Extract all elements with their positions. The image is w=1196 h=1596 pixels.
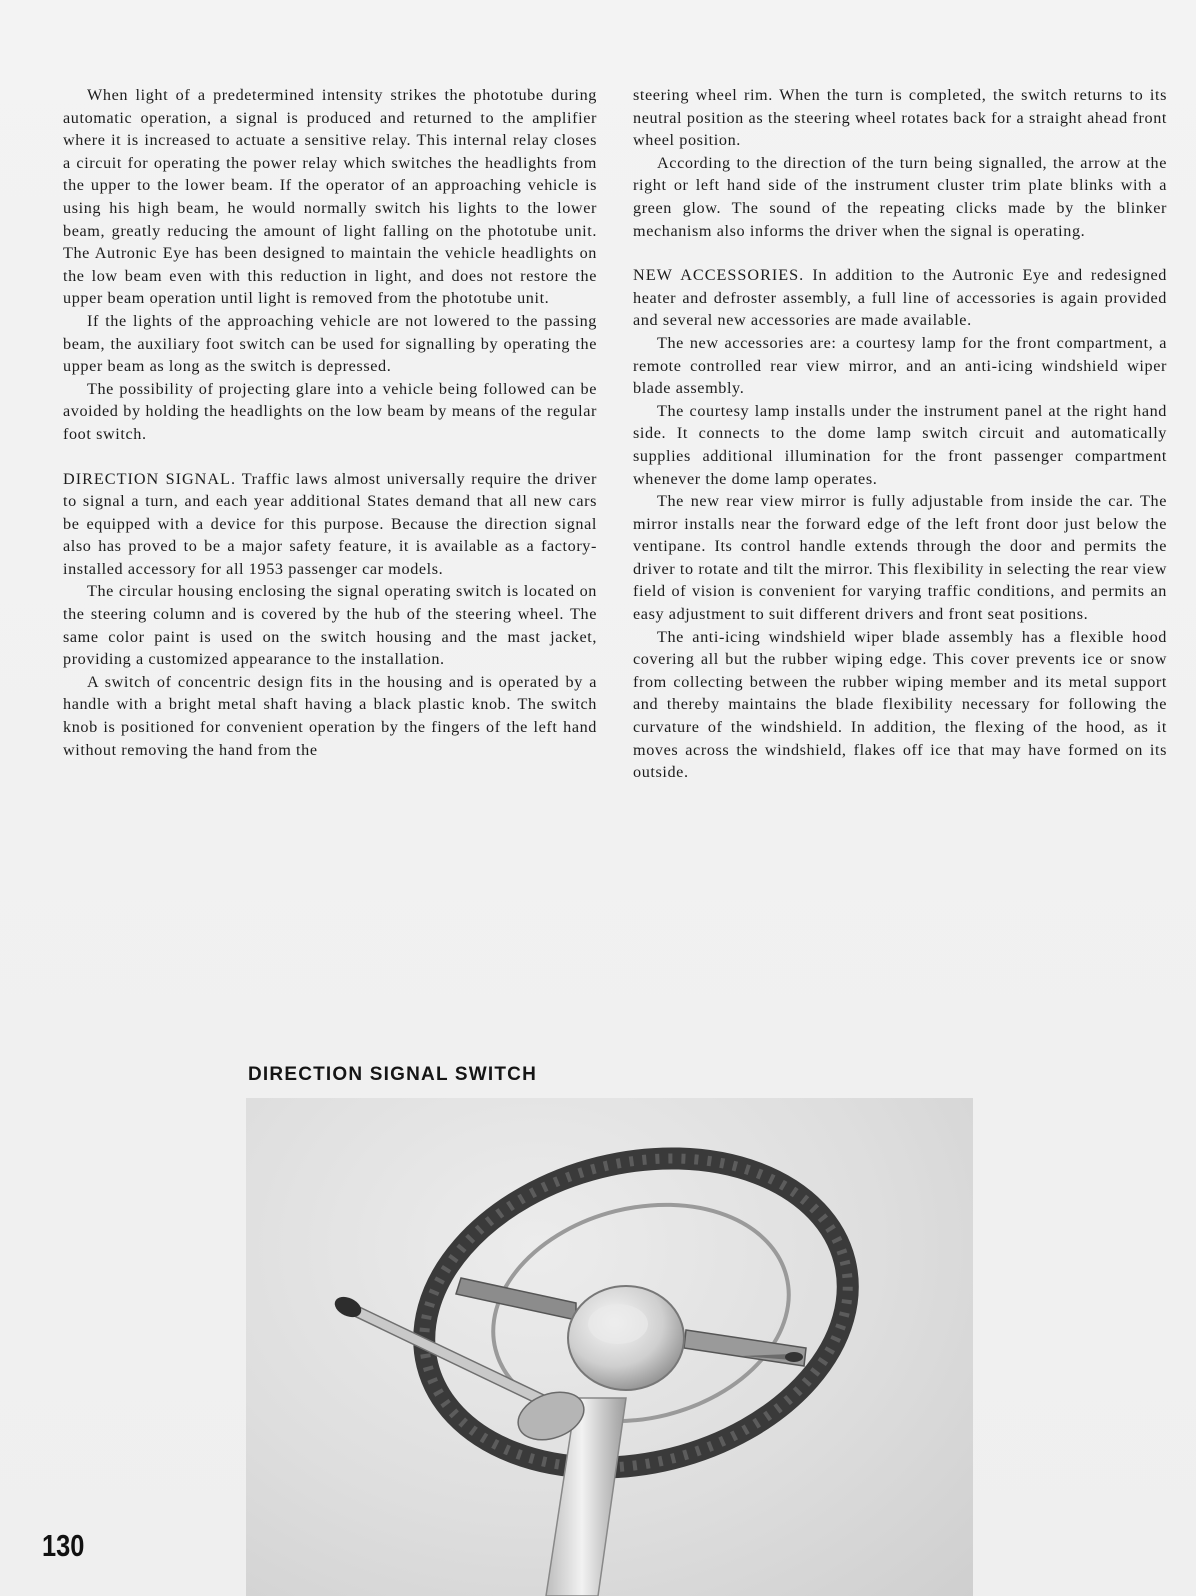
paragraph: The new accessories are: a courtesy lamp for the front compartment, a remote controlled rear view mirror, and an anti-icing windshield wiper blade assembly.: [633, 333, 1167, 398]
paragraph: If the lights of the approaching vehicle are not lowered to the passing beam, the auxiliary foot switch can be used for signalling by operating the upper beam as long as the switch is depressed.: [63, 311, 597, 376]
paragraph: A switch of concentric design fits in the housing and is operated by a handle with a bright metal shaft having a black plastic knob. The switch knob is positioned for convenient operation by the fingers of the left hand without removing the hand from the: [63, 672, 597, 759]
steering-wheel-photo: [246, 1098, 973, 1596]
left-column: [63, 84, 597, 761]
paragraph: When light of a predetermined intensity strikes the phototube during automatic operation, a signal is produced and returned to the amplifier where it is increased to actuate a sensitive relay. This internal relay closes a circuit for operating the power relay which switches the headlights from the upper to the lower beam. If the operator of an approaching vehicle is using his high beam, he would normally switch his lights to the lower beam, greatly reducing the amount of light falling on the phototube unit. The Autronic Eye has been designed to maintain the vehicle headlights on the low beam even with this reduction in light, and does not restore the upper beam operation until light is removed from the phototube unit.: [63, 86, 597, 308]
paragraph: The possibility of projecting glare into a vehicle being followed can be avoided by holding the headlights on the low beam by means of the regular foot switch.: [63, 379, 597, 443]
right-column: [633, 84, 1167, 784]
section-heading-new-accessories: NEW ACCESSORIES.: [633, 266, 805, 285]
new-accessories-paragraph: [633, 264, 1167, 332]
paragraph: steering wheel rim. When the turn is completed, the switch returns to its neutral position as the steering wheel rotates back for a straight ahead front wheel position.: [633, 86, 1167, 150]
figure-caption: DIRECTION SIGNAL SWITCH: [248, 1064, 538, 1085]
paragraph: According to the direction of the turn being signalled, the arrow at the right or left hand side of the instrument cluster trim plate blinks with a green glow. The sound of the repeating clicks made by the blinker mechanism also informs the driver when the signal is operating.: [633, 153, 1167, 240]
paragraph: The courtesy lamp installs under the instrument panel at the right hand side. It connects to the dome lamp switch circuit and automatically supplies additional illumination for the front passenger compartment whenever the dome lamp operates.: [633, 401, 1167, 488]
wheel-spoke: [684, 1330, 806, 1366]
section-heading-direction-signal: DIRECTION SIGNAL.: [63, 469, 236, 488]
paragraph-text: In addition to the Autronic Eye and redesigned heater and defroster assembly, a full line of accessories is again provided and several new accessories are made available.: [633, 266, 1167, 330]
steering-wheel-illustration: [246, 1098, 973, 1596]
wheel-spoke: [456, 1278, 576, 1320]
paragraph-text: Traffic laws almost universally require the driver to signal a turn, and each year additional States demand that all new cars be equipped with a device for this purpose. Because the direction signal also has proved to be a major safety feature, it is available as a factory-installed accessory for all 1953 passenger car models.: [63, 469, 598, 578]
paragraph: The anti-icing windshield wiper blade assembly has a flexible hood covering all but the rubber wiping edge. This cover prevents ice or snow from collecting between the rubber wiping member and its metal support and thereby maintains the blade flexibility necessary for following the curvature of the windshield. In addition, the flexing of the hood, as it moves across the windshield, flakes off ice that may have formed on its outside.: [633, 627, 1167, 782]
direction-signal-paragraph: [63, 468, 597, 581]
paragraph: The circular housing enclosing the signal operating switch is located on the steering column and is covered by the hub of the steering wheel. The same color paint is used on the switch housing and the mast jacket, providing a customized appearance to the installation.: [63, 582, 597, 669]
page-number: 130: [42, 1528, 85, 1563]
paragraph: The new rear view mirror is fully adjustable from inside the car. The mirror installs near the forward edge of the left front door just below the ventipane. Its control handle extends through the door and permits the driver to rotate and tilt the mirror. This flexibility in selecting the rear view field of vision is convenient for varying traffic conditions, and permits an easy adjustment to suit different drivers and front seat positions.: [633, 492, 1167, 624]
